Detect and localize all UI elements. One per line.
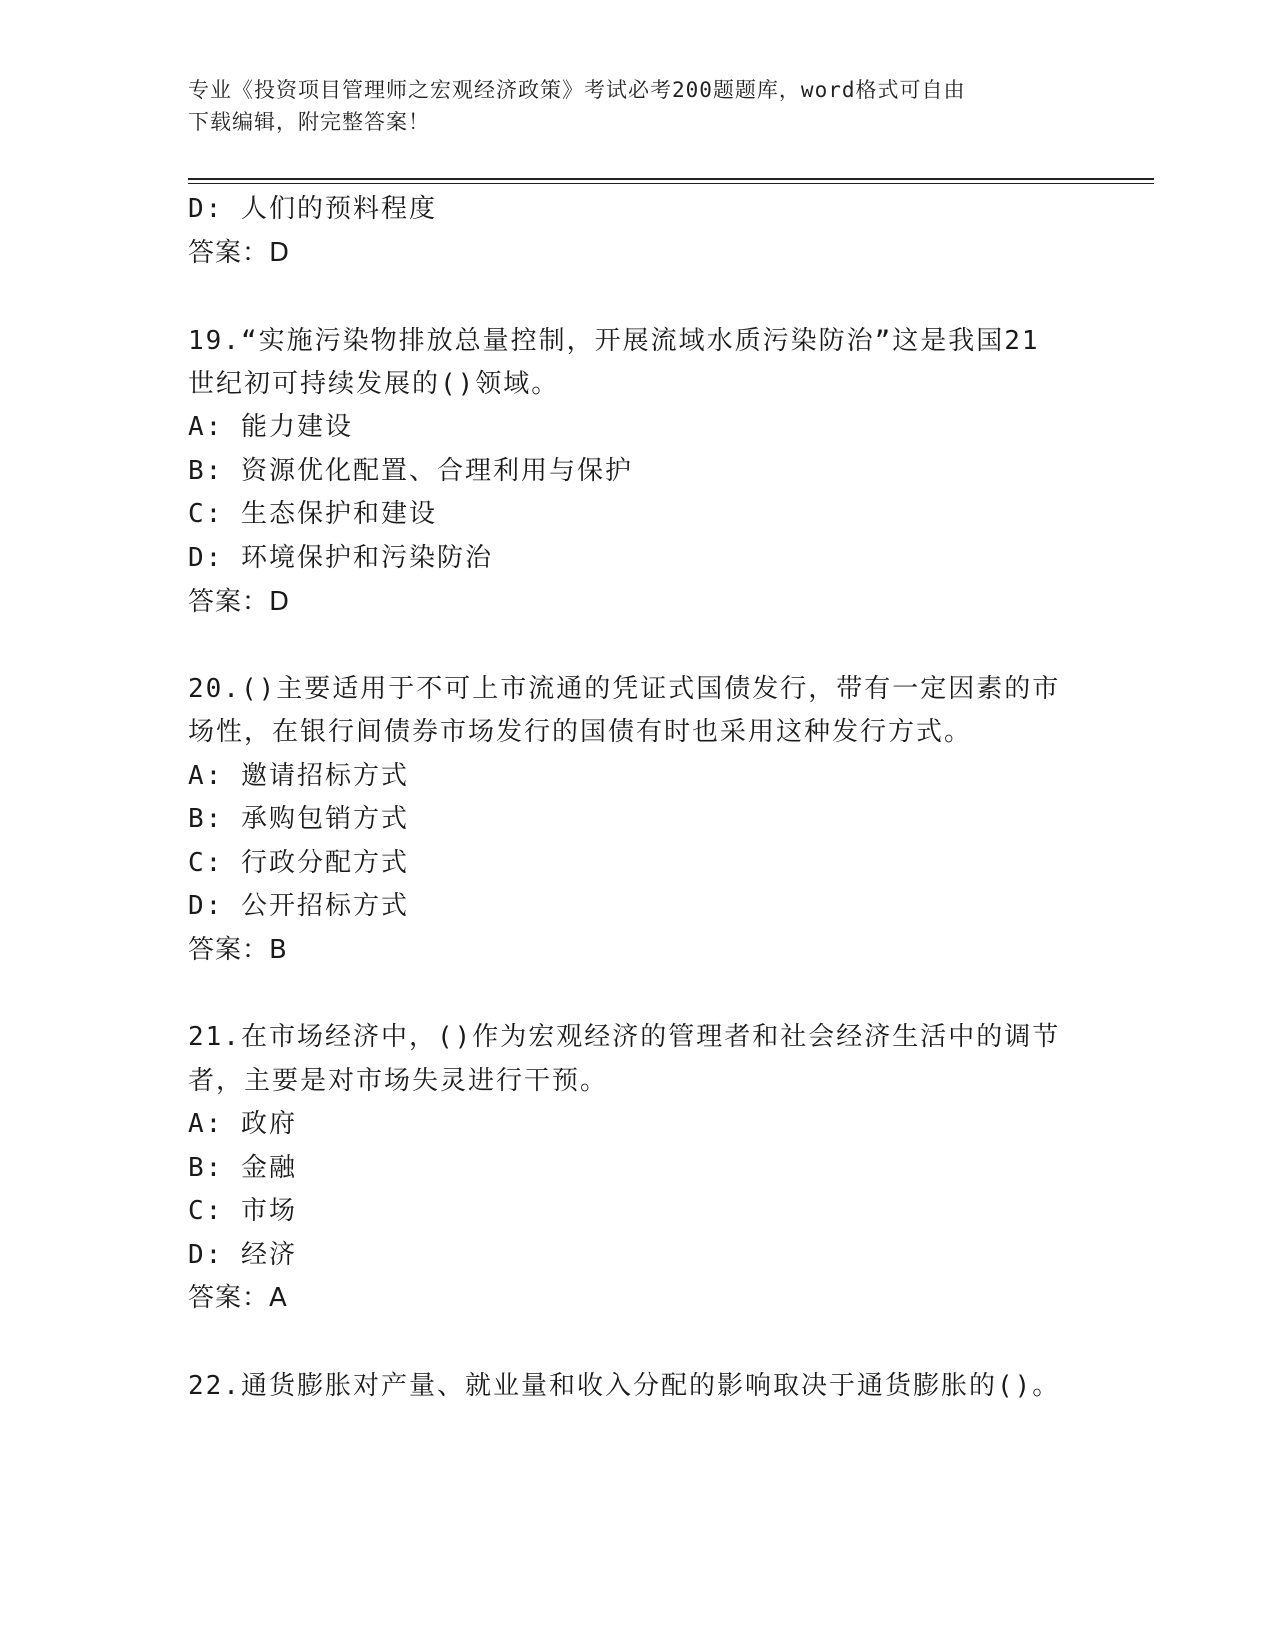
header-divider-thick [188,178,1154,180]
question-21-option-a: A: 政府 [188,1109,297,1139]
question-20-stem-line-2: 场性，在银行间债券市场发行的国债有时也采用这种发行方式。 [188,717,973,747]
question-21-option-c: C: 市场 [188,1196,297,1226]
question-20-stem-line-1: 20.()主要适用于不可上市流通的凭证式国债发行，带有一定因素的市 [188,674,1061,704]
question-19-option-a: A: 能力建设 [188,412,353,442]
page-header [188,74,1088,138]
question-21-answer: 答案：A [188,1283,288,1313]
question-21-option-d: D: 经济 [188,1240,297,1270]
question-19-option-d: D: 环境保护和污染防治 [188,543,493,573]
question-21-stem-line-2: 者，主要是对市场失灵进行干预。 [188,1066,609,1096]
question-19-option-b: B: 资源优化配置、合理利用与保护 [188,456,633,486]
question-21-option-b: B: 金融 [188,1153,297,1183]
answer-label: 答案：D [188,238,291,268]
question-22-stem-line-1: 22.通货膨胀对产量、就业量和收入分配的影响取决于通货膨胀的()。 [188,1371,1061,1401]
question-20-option-c: C: 行政分配方式 [188,848,409,878]
header-divider-thin [188,183,1154,184]
header-line-1: 专业《投资项目管理师之宏观经济政策》考试必考200题题库，word格式可自由 [188,78,966,102]
option-d: D: 人们的预料程度 [188,194,437,224]
question-19-option-c: C: 生态保护和建设 [188,499,437,529]
question-20-answer: 答案：B [188,935,288,965]
question-19-stem-line-1: 19.“实施污染物排放总量控制，开展流域水质污染防治”这是我国21 [188,326,1040,356]
header-line-2: 下载编辑，附完整答案！ [188,110,430,134]
question-19-answer: 答案：D [188,587,291,617]
question-20-option-a: A: 邀请招标方式 [188,761,409,791]
question-21-stem-line-1: 21.在市场经济中，()作为宏观经济的管理者和社会经济生活中的调节 [188,1022,1061,1052]
question-20-option-b: B: 承购包销方式 [188,804,409,834]
question-20-option-d: D: 公开招标方式 [188,891,409,921]
question-19-stem-line-2: 世纪初可持续发展的()领域。 [188,369,560,399]
